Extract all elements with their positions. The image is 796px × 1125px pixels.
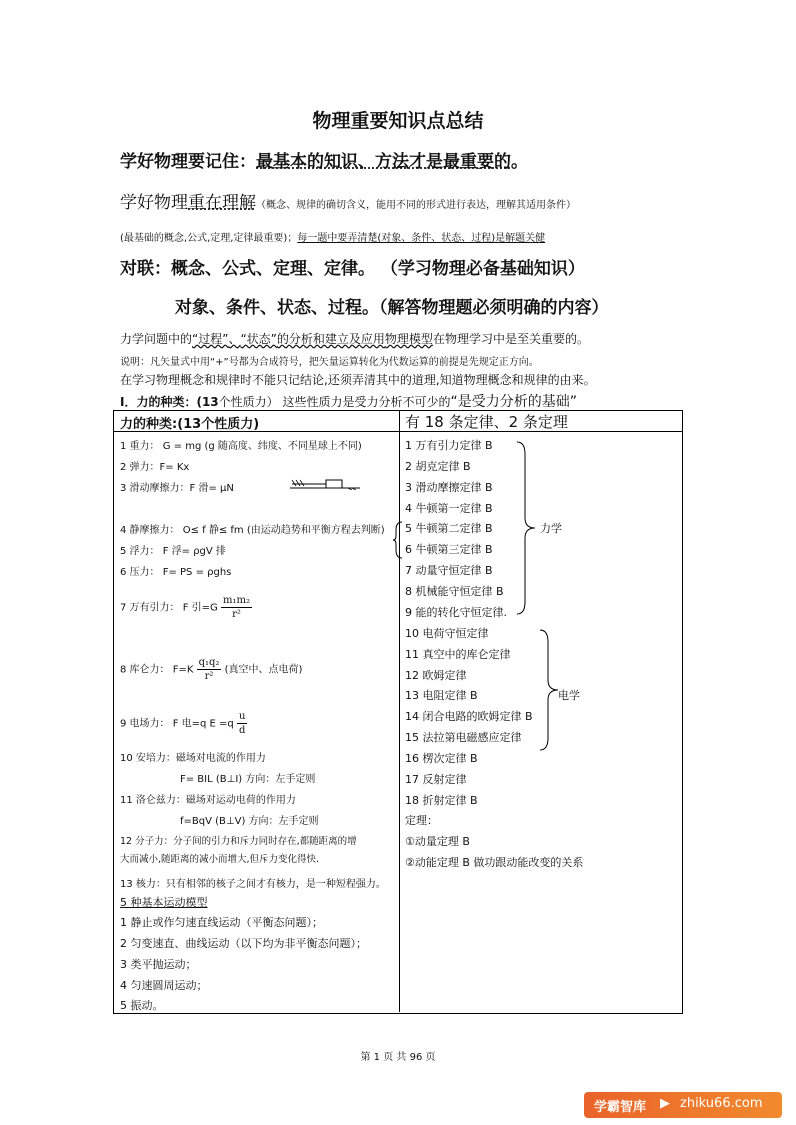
line1-suffix: 。	[511, 152, 528, 172]
law-6: 6 牛顿第三定律 B	[405, 543, 493, 556]
page-title: 物理重要知识点总结	[312, 110, 484, 132]
mechanics-label: 力学	[540, 522, 562, 535]
brand-name: 学霸智库	[594, 1100, 647, 1115]
law-16: 16 楞次定律 B	[405, 752, 478, 765]
force-types-heading	[120, 391, 577, 411]
force-8-label: 8 库仑力： F=K	[120, 664, 194, 676]
brand-watermark	[584, 1092, 782, 1118]
law-9: 9 能的转化守恒定律.	[405, 606, 507, 619]
sliding-block-icon	[290, 476, 360, 490]
law-2: 2 胡克定律 B	[405, 460, 471, 473]
law-13: 13 电阻定律 B	[405, 689, 478, 702]
motion-3: 3 类平抛运动；	[120, 958, 197, 971]
law-4: 4 牛顿第一定律 B	[405, 502, 493, 515]
vector-note: 说明：凡矢量式中用“+”号都为合成符号，把矢量运算转化为代数运算的前提是先规定正方向。	[120, 357, 539, 368]
force-1: 1 重力： G = mg (g 随高度、纬度、不同星球上不同)	[120, 441, 362, 452]
law-10: 10 电荷守恒定律	[405, 627, 489, 640]
f9-den: d	[238, 725, 246, 736]
motion-2: 2 匀变速直、曲线运动（以下均为非平衡态问题）；	[120, 937, 367, 950]
law-7: 7 动量守恒定律 B	[405, 564, 493, 577]
l6d: “状态”	[240, 332, 277, 346]
theorem-title: 定理：	[405, 814, 438, 827]
law-8: 8 机械能守恒定律 B	[405, 585, 504, 598]
force-3: 3 滑动摩擦力：F 滑= μN	[120, 483, 234, 494]
l9b: 13	[201, 395, 219, 409]
page-footer: 第 1 页 共 96 页	[360, 1052, 436, 1063]
force-4: 4 静摩擦力： O≤ f 静≤ fm (由运动趋势和平衡方程去判断)	[120, 525, 385, 536]
law-1: 1 万有引力定律 B	[405, 439, 493, 452]
force-9-label: 9 电场力： F 电=q E =q	[120, 718, 234, 730]
brand-arrow-icon: ▶	[660, 1096, 670, 1111]
force-7	[120, 594, 252, 621]
line3-emph: 每一题中要弄清楚(对象、条件、状态、过程)是解题关健	[297, 233, 546, 244]
l6e: 的分析和建立及应用	[276, 332, 385, 346]
force-12a: 12 分子力：分子间的引力和斥力同时存在,都随距离的增	[120, 836, 357, 847]
motion-4: 4 匀速圆周运动；	[120, 979, 208, 992]
couplet-line-1: 对联：概念、公式、定理、定律。 （学习物理必备基础知识）	[120, 259, 585, 279]
law-12: 12 欧姆定律	[405, 669, 467, 682]
concept-note: 在学习物理概念和规律时不能只记结论,还须弄清其中的道理,知道物理概念和规律的由来。	[120, 373, 596, 387]
f9-num: u	[238, 711, 246, 722]
couplet-line-2: 对象、条件、状态、过程。（解答物理题必须明确的内容）	[175, 298, 609, 318]
force-2: 2 弹力：F= Kx	[120, 462, 190, 473]
electricity-label: 电学	[558, 689, 580, 702]
motion-1: 1 静止或作匀速直线运动（平衡态问题）；	[120, 916, 323, 929]
l6f: 物理模型	[384, 332, 433, 346]
l9c: 个性质力） 这些性质力是受力分析不可少的	[218, 395, 451, 409]
line2-prefix: 学好物理	[120, 193, 188, 213]
f7-num: m₁m₂	[222, 595, 250, 606]
l6c: 、	[228, 332, 241, 346]
law-3: 3 滑动摩擦定律 B	[405, 481, 493, 494]
line1-emph: 最基本的知识、方法才是最重要的	[256, 152, 511, 172]
force-9-fraction	[237, 710, 247, 737]
intro-line-1	[120, 147, 528, 172]
law-5: 5 牛顿第二定律 B	[405, 522, 493, 535]
theorem-1: ①动量定理 B	[405, 835, 470, 848]
line2-emph: 重在理解	[188, 193, 256, 213]
force-11a: 11 洛仑兹力：磁场对运动电荷的作用力	[120, 795, 296, 806]
force-5: 5 浮力： F 浮= ρgV 排	[120, 546, 226, 557]
law-17: 17 反射定律	[405, 773, 467, 786]
f8-den: r²	[204, 671, 214, 682]
electricity-brace-icon	[538, 628, 560, 752]
brand-url: zhiku66.com	[680, 1096, 763, 1111]
force-7-fraction	[221, 594, 252, 621]
theorem-2: ②动能定理 B 做功跟动能改变的关系	[405, 856, 584, 869]
law-15: 15 法拉第电磁感应定律	[405, 731, 522, 744]
force-8-note: (真空中、点电荷)	[224, 664, 303, 676]
force-9	[120, 710, 247, 737]
mechanics-note	[120, 330, 589, 347]
f8-num: q₁q₂	[198, 657, 220, 668]
force-6: 6 压力： F= PS = ρghs	[120, 567, 232, 578]
table-divider	[399, 410, 400, 1012]
left-brace-icon	[393, 520, 403, 560]
l6b: “过程”	[192, 332, 229, 346]
force-12b: 大而减小,随距离的减小而增大,但斥力变化得快.	[120, 854, 320, 865]
force-11b: f=BqV (B⊥V) 方向：左手定则	[180, 816, 319, 827]
force-13: 13 核力：只有相邻的核子之间才有核力，是一种短程强力。	[120, 879, 386, 890]
l9a: Ⅰ．力的种类：(	[120, 395, 202, 409]
l6g: 在物理学习中是至关重要的。	[432, 332, 589, 346]
force-10b: F= BIL (B⊥I) 方向：左手定则	[180, 774, 316, 785]
right-header: 有 18 条定律、2 条定理	[405, 413, 568, 431]
force-8	[120, 656, 302, 683]
intro-line-2	[120, 188, 576, 213]
f7-den: r²	[232, 609, 241, 620]
left-header: 力的种类:(13个性质力)	[120, 417, 260, 432]
l9d: “是受力分析的基础”	[450, 394, 577, 410]
intro-line-3	[120, 229, 545, 244]
line2-note: （概念、规律的确切含义，能用不同的形式进行表达，理解其适用条件）	[256, 200, 576, 211]
force-7-label: 7 万有引力： F 引=G	[120, 602, 218, 614]
law-11: 11 真空中的库仑定律	[405, 648, 511, 661]
motion-5: 5 振动。	[120, 999, 164, 1012]
force-10a: 10 安培力：磁场对电流的作用力	[120, 753, 266, 764]
motion-models-title: 5 种基本运动模型	[120, 896, 208, 909]
law-14: 14 闭合电路的欧姆定律 B	[405, 710, 533, 723]
mechanics-brace-icon	[515, 440, 537, 616]
law-18: 18 折射定律 B	[405, 794, 478, 807]
l6a: 力学问题中的	[120, 332, 193, 346]
line1-prefix: 学好物理要记住：	[120, 152, 256, 172]
line3-prefix: (最基础的概念,公式,定理,定律最重要)；	[120, 233, 298, 244]
force-8-fraction	[197, 656, 222, 683]
